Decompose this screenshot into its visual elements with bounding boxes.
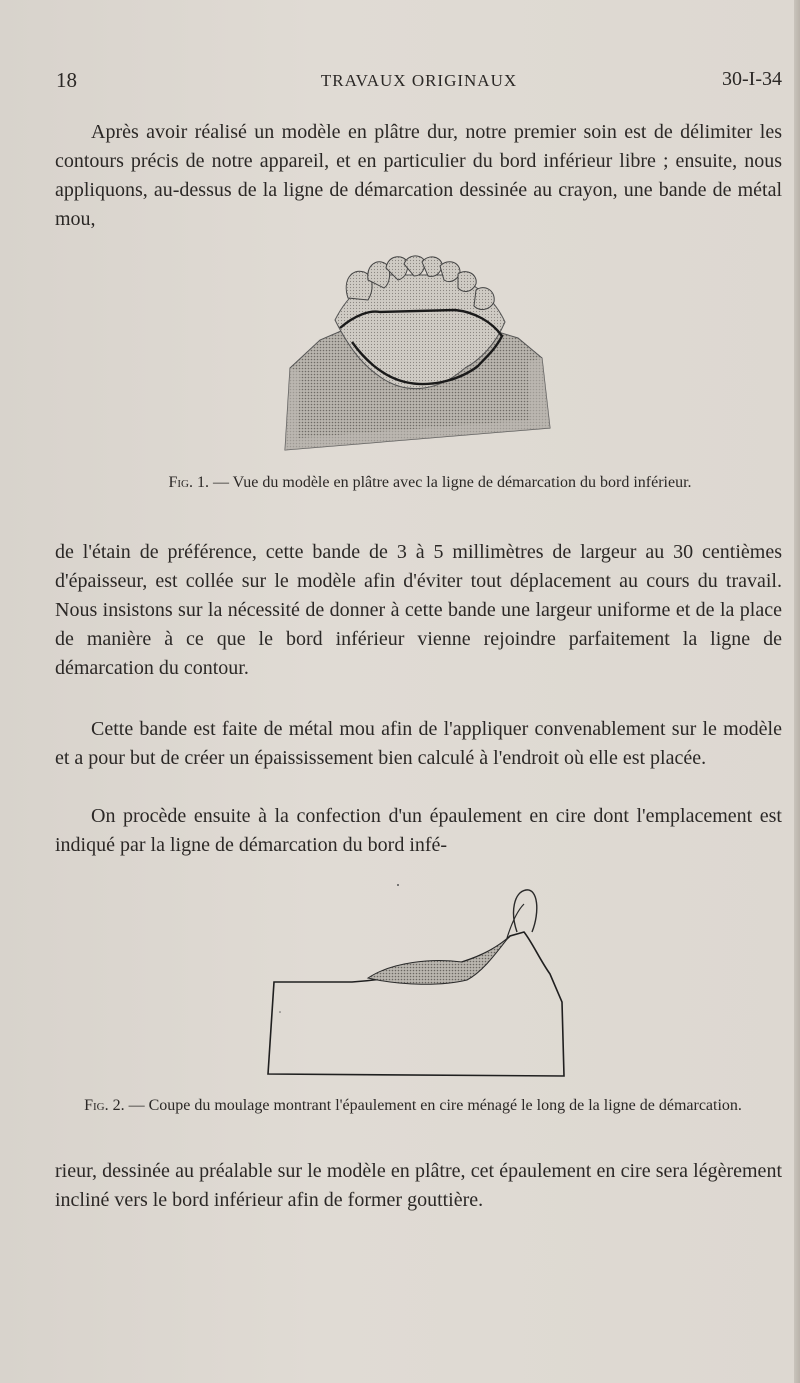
figure-1-caption	[80, 473, 780, 492]
figure-2-label: Fig. 2.	[84, 1097, 125, 1114]
figure-2-cross-section	[262, 882, 570, 1080]
figure-1-plaster-model	[280, 250, 555, 460]
page-edge	[794, 0, 800, 1383]
paragraph-3: Cette bande est faite de métal mou afin de l'appliquer convenablement sur le modèle et a pour but de créer un épaississement bien calculé à l'endroit où elle est placée.	[55, 718, 782, 769]
paragraph-1: Après avoir réalisé un modèle en plâtre dur, notre premier soin est de délimiter les contours précis de notre appareil, et en particulier du bord inférieur libre ; ensuite, nous appliquons, au-dessus de la ligne de démarcation dessinée au crayon, une bande de métal mou,	[55, 121, 782, 230]
figure-2-caption-text: — Coupe du moulage montrant l'épaulement en cire ménagé le long de la ligne de démarcation.	[124, 1097, 742, 1114]
page-number: 18	[56, 68, 77, 92]
page-header	[56, 68, 782, 98]
paragraph-2: de l'étain de préférence, cette bande de 3 à 5 millimètres de largeur au 30 centièmes d'épaisseur, est collée sur le modèle afin d'éviter tout déplacement au cours du travail. Nous insistons sur la nécessité de donner à cette bande une largeur uniforme et de la place de manière à ce que le bord inférieur vienne rejoindre parfaitement la ligne de démarcation du contour.	[55, 541, 782, 679]
figure-1-caption-text: — Vue du modèle en plâtre avec la ligne de démarcation du bord inférieur.	[208, 474, 692, 491]
paragraph-5: rieur, dessinée au préalable sur le modèle en plâtre, cet épaulement en cire sera légèrement incliné vers le bord inférieur afin de former gouttière.	[55, 1160, 782, 1211]
running-title: TRAVAUX ORIGINAUX	[320, 71, 518, 90]
figure-1-label: Fig. 1.	[168, 474, 209, 491]
paragraph-4: On procède ensuite à la confection d'un épaulement en cire dont l'emplacement est indiqué par la ligne de démarcation du bord infé-	[55, 805, 782, 856]
figure-2-caption	[48, 1096, 778, 1115]
header-date: 30-I-34	[722, 68, 782, 90]
